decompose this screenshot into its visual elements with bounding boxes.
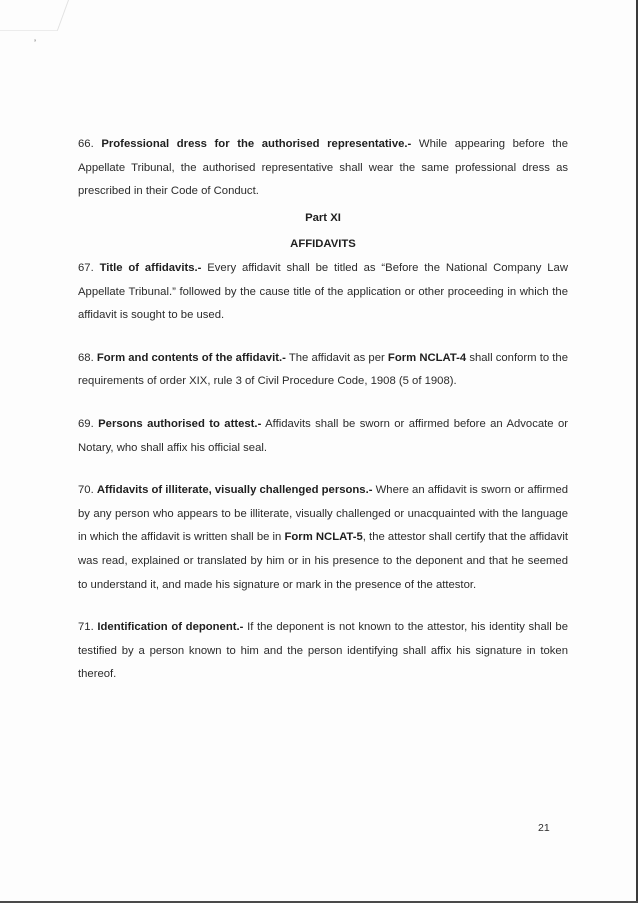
section-69-body: Affidavits shall be sworn or affirmed before an Advocate or Notary, who shall affix his official seal. (78, 417, 569, 454)
section-68-title: Form and contents of the affidavit.- (96, 351, 286, 364)
section-70-body-1: Where an affidavit is sworn or affirmed by any person who appears to be illiterate, visually challenged or unacquainted with the language in which the affidavit is written shall be in (78, 484, 569, 544)
section-70-number: 70. (78, 484, 94, 497)
page-number: 21 (538, 822, 550, 834)
section-66-number: 66. (78, 138, 94, 150)
section-70-body-2: , the attestor shall certify that the affidavit was read, explained or translated by him or in his presence to the deponent and that he seemed to understand it, and made his signature or mark in the presence of the attestor. (78, 531, 568, 591)
part-title: AFFIDAVITS (290, 238, 356, 251)
document-body (78, 133, 568, 687)
section-68-body-2: shall conform to the requirements of order XIX, rule 3 of Civil Procedure Code, 1908 (5 of 1908). (78, 351, 568, 388)
section-70 (78, 479, 568, 597)
section-67-number: 67. (78, 261, 94, 274)
part-heading: Part XI (305, 211, 341, 224)
section-71 (78, 616, 568, 687)
stray-mark: ’ (34, 38, 36, 48)
section-69 (78, 413, 568, 460)
section-70-title: Affidavits of illiterate, visually challenged persons.- (96, 484, 373, 497)
section-70-form: Form NCLAT-5 (284, 531, 363, 544)
section-69-number: 69. (78, 417, 94, 430)
section-67 (78, 257, 568, 328)
section-71-body: If the deponent is not known to the attestor, his identity shall be testified by a person known to him and the person identifying shall affix his signature in token thereof. (78, 621, 568, 681)
section-71-number: 71. (78, 621, 94, 634)
section-68-form: Form NCLAT-4 (387, 351, 467, 364)
section-68 (78, 347, 568, 394)
section-71-title: Identification of deponent.- (97, 621, 244, 634)
scan-corner-artifact (0, 0, 69, 31)
section-66-title: Professional dress for the authorised representative.- (101, 138, 412, 150)
section-68-number: 68. (78, 351, 94, 364)
section-67-body: Every affidavit shall be titled as “Before the National Company Law Appellate Tribunal.” followed by the cause title of the application or other proceeding in which the affidavit is sought to be used. (78, 261, 568, 322)
section-66 (78, 133, 568, 204)
section-69-title: Persons authorised to attest.- (98, 417, 262, 430)
section-66-body: While appearing before the Appellate Tribunal, the authorised representative shall wear the same professional dress as prescribed in their Code of Conduct. (78, 138, 568, 198)
section-68-body-1: The affidavit as per (285, 351, 388, 364)
section-67-title: Title of affidavits.- (99, 261, 202, 274)
